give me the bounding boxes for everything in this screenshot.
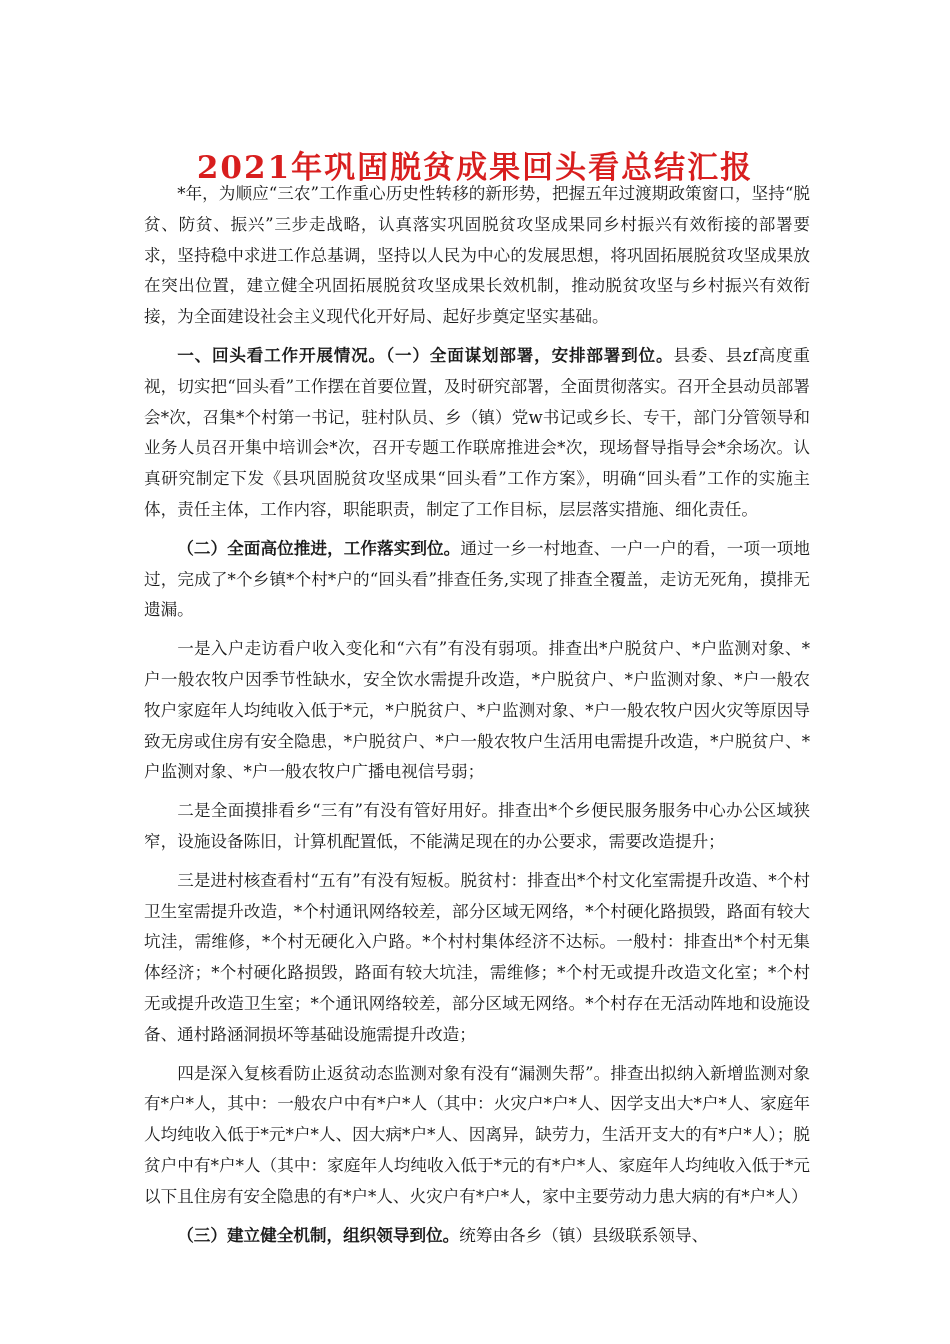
paragraph-item-two <box>144 795 810 858</box>
paragraph-text: *年，为顺应“三农”工作重心历史性转移的新形势，把握五年过渡期政策窗口，坚持“脱贫、防贫、振兴”三步走战略，认真落实巩固脱贫攻坚成果同乡村振兴有效衔接的部署要求，坚持稳中求进工作总基调，坚持以人民为中心的发展思想，将巩固拓展脱贫攻坚成果放在突出位置，建立健全巩固拓展脱贫攻坚成果长效机制，推动脱贫攻坚与乡村振兴有效衔接，为全面建设社会主义现代化开好局、起好步奠定坚实基础。 <box>144 184 810 327</box>
paragraph-text: 二是全面摸排看乡“三有”有没有管好用好。排查出*个乡便民服务服务中心办公区域狭窄，设施设备陈旧，计算机配置低，不能满足现在的办公要求，需要改造提升； <box>144 801 810 851</box>
paragraph-bold: 一、回头看工作开展情况。（一）全面谋划部署，安排部署到位。 <box>177 344 674 365</box>
paragraph-item-four <box>144 1058 810 1213</box>
paragraph-bold: （三）建立健全机制，组织领导到位。 <box>177 1224 460 1245</box>
paragraph-text: 通过一乡一村地查、一户一户的看，一项一项地过，完成了*个乡镇*个村*户的“回头看”排查任务,实现了排查全覆盖，走访无死角，摸排无遗漏。 <box>144 538 811 620</box>
paragraph-text: 统筹由各乡（镇）县级联系领导、 <box>459 1225 709 1245</box>
paragraph-intro <box>144 178 810 333</box>
paragraph-text: 县委、县zf高度重视，切实把“回头看”工作摆在首要位置，及时研究部署，全面贯彻落实。召开全县动员部署会*次，召集*个村第一书记，驻村队员、乡（镇）党w书记或乡长、专干，部门分管领导和业务人员召开集中培训会*次，召开专题工作联席推进会*次，现场督导指导会*余场次。认真研究制定下发《县巩固脱贫攻坚成果“回头看”工作方案》，明确“回头看”工作的实施主体，责任主体，工作内容，职能职责，制定了工作目标，层层落实措施、细化责任。 <box>144 345 810 519</box>
paragraph-text: 三是进村核查看村“五有”有没有短板。脱贫村：排查出*个村文化室需提升改造、*个村卫生室需提升改造，*个村通讯网络较差，部分区域无网络，*个村硬化路损毁，路面有较大坑洼，需维修，*个村无硬化入户路。*个村村集体经济不达标。一般村：排查出*个村无集体经济；*个村硬化路损毁，路面有较大坑洼，需维修；*个村无或提升改造文化室；*个村无或提升改造卫生室；*个通讯网络较差，部分区域无网络。*个村存在无活动阵地和设施设备、通村路涵洞损坏等基础设施需提升改造； <box>144 870 810 1044</box>
paragraph-text: 一是入户走访看户收入变化和“六有”有没有弱项。排查出*户脱贫户、*户监测对象、*户一般农牧户因季节性缺水，安全饮水需提升改造，*户脱贫户、*户监测对象、*户一般农牧户家庭年人均纯收入低于*元，*户脱贫户、*户监测对象、*户一般农牧户因火灾等原因导致无房或住房有安全隐患，*户脱贫户、*户一般农牧户生活用电需提升改造，*户脱贫户、*户监测对象、*户一般农牧户广播电视信号弱； <box>144 639 810 782</box>
document-body <box>144 178 810 1258</box>
paragraph-subsection-three <box>144 1220 810 1252</box>
paragraph-subsection-two <box>144 533 810 626</box>
paragraph-text: 四是深入复核看防止返贫动态监测对象有没有“漏测失帮”。排查出拟纳入新增监测对象有*户*人，其中：一般农户中有*户*人（其中：火灾户*户*人、因学支出大*户*人、家庭年人均纯收入低于*元*户*人、因大病*户*人、因离异，缺劳力，生活开支大的有*户*人）；脱贫户中有*户*人（其中：家庭年人均纯收入低于*元的有*户*人、家庭年人均纯收入低于*元以下且住房有安全隐患的有*户*人、火灾户有*户*人，家中主要劳动力患大病的有*户*人） <box>144 1063 810 1206</box>
paragraph-section-one <box>144 340 810 526</box>
paragraph-item-one <box>144 633 810 788</box>
paragraph-bold: （二）全面高位推进，工作落实到位。 <box>177 537 461 558</box>
document-title: 2021年巩固脱贫成果回头看总结汇报 <box>196 150 754 186</box>
paragraph-item-three <box>144 865 810 1051</box>
